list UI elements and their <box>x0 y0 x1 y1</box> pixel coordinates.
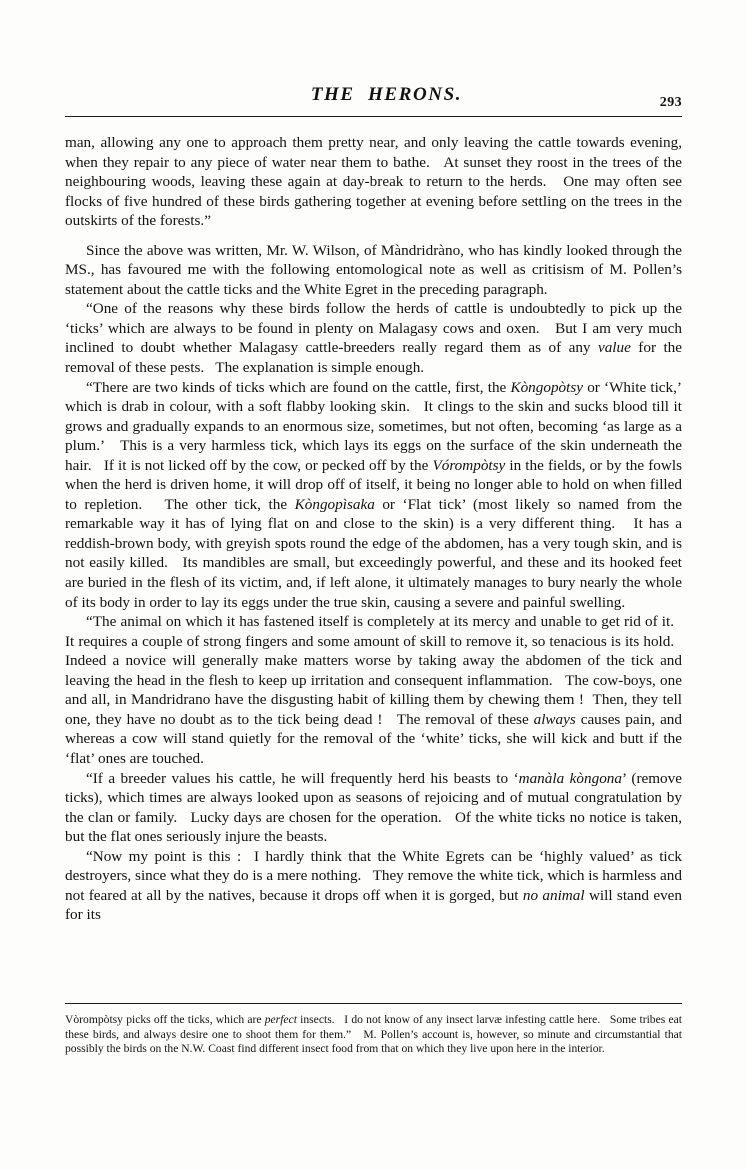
p-wilson-note: Since the above was written, Mr. W. Wilson, of Màndridràno, who has kindly looked through the MS., has favoured me with the following entomological note as well as critisism of M. Pollen’s statement about the cattle ticks and the White Egret in the preceding paragraph. <box>65 241 682 298</box>
footnote-text <box>65 1013 682 1057</box>
page-content <box>65 84 682 925</box>
p-breeder-values: “If a breeder values his cattle, he will frequently herd his beasts to ‘manàla kòngona’ (remove ticks), which times are always looked upon as seasons of rejoicing and of mutual congratulation by the clan or family. Lucky days are chosen for the operation. Of the white ticks no notice is taken, but the flat ones seriously injure the beasts. <box>65 769 682 846</box>
p-two-kinds-ticks: “There are two kinds of ticks which are found on the cattle, first, the Kòngopòtsy or ‘White tick,’ which is drab in colour, with a soft flabby looking skin. It clings to the skin and sucks blood till it grows and gradually expands to an enormous size, sometimes, but not often, becoming ‘as large as a plum.’ This is a very harmless tick, which lays its eggs on the surface of the skin underneath the hair. If it is not licked off by the cow, or pecked off by the Vórompòtsy in the fields, or by the fowls when the herd is driven home, it will drop off of itself, it being no longer able to hold on when filled to repletion. The other tick, the Kòngopìsaka or ‘Flat tick’ (most likely so named from the remarkable way it has of lying flat on and close to the skin) is a very different thing. It has a reddish-brown body, with greyish spots round the edge of the abdomen, has a very tough skin, and is not easily killed. Its mandibles are small, but exceedingly powerful, and these and its hooked feet are buried in the flesh of its victim, and, if left alone, it ultimately manages to bury nearly the whole of its body in order to lay its eggs under the true skin, causing a severe and painful swelling. <box>65 378 682 611</box>
footnote-paragraph: Vòrompòtsy picks off the ticks, which are perfect insects. I do not know of any insect larvæ infesting cattle here. Some tribes eat these birds, and always desire one to shoot them for them.” M. Pollen’s account is, however, so minute and circumstantial that possibly the birds on the N.W. Coast find different insect food from that on which they live upon here in the interior. <box>65 1013 682 1056</box>
footnote-rule <box>65 1003 682 1004</box>
p-quote-continued: man, allowing any one to approach them pretty near, and only leaving the cattle towards evening, when they repair to any piece of water near them to bathe. At sunset they roost in the trees of the neighbouring woods, leaving these again at day-break to return to the herds. One may often see flocks of five hundred of these birds gathering together at evening before settling on the trees in the outskirts of the forests.” <box>65 134 682 230</box>
page-title: THE HERONS. <box>310 84 463 105</box>
p-my-point: “Now my point is this : I hardly think that the White Egrets can be ‘highly valued’ as tick destroyers, since what they do is a mere nothing. They remove the white tick, which is harmless and not feared at all by the natives, because it drops off when it is gorged, but no animal will stand even for its <box>65 847 682 924</box>
p-reasons-ticks: “One of the reasons why these birds follow the herds of cattle is undoubtedly to pick up the ‘ticks’ which are always to be found in plenty on Malagasy cows and oxen. But I am very much inclined to doubt whether Malagasy cattle-breeders really regard them as of any value for the removal of these pests. The explanation is simple enough. <box>65 300 682 377</box>
running-head <box>65 84 682 114</box>
footnote-block <box>65 997 682 1057</box>
p-animal-mercy: “The animal on which it has fastened itself is completely at its mercy and unable to get rid of it. It requires a couple of strong fingers and some amount of skill to remove it, so tenacious is its hold. Indeed a novice will generally make matters worse by taking away the abdomen of the tick and leaving the head in the flesh to keep up irritation and consequent inflammation. The cow-boys, one and all, in Mandridrano have the disgusting habit of killing them by chewing them ! Then, they tell one, they have no doubt as to the tick being dead ! The removal of these always causes pain, and whereas a cow will stand quietly for the removal of the ‘white’ ticks, she will kick and butt if the ‘flat’ ones are touched. <box>65 613 682 767</box>
header-rule <box>65 116 682 117</box>
body-text <box>65 133 682 925</box>
page-number: 293 <box>659 95 682 110</box>
